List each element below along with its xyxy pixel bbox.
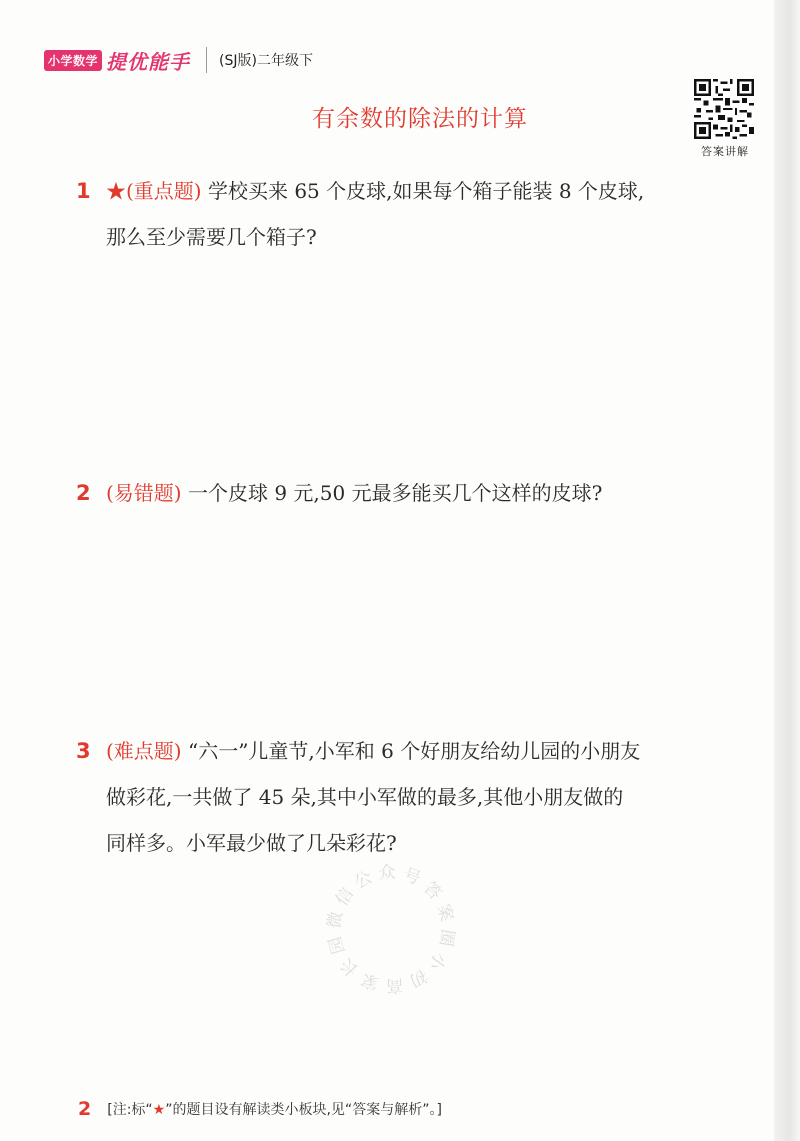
question-number: 1 xyxy=(76,179,91,203)
watermark-char: 高 xyxy=(385,974,404,996)
question-tag: (易错题) xyxy=(106,481,182,505)
header-divider xyxy=(206,47,207,73)
page-edge-shadow xyxy=(774,0,800,1141)
question-body xyxy=(106,728,776,866)
question-line xyxy=(106,728,776,774)
watermark-char: 圈 xyxy=(435,927,458,948)
question-text: “六一”儿童节,小军和 6 个好朋友给幼儿园的小朋友 xyxy=(187,739,641,763)
watermark-char: 众 xyxy=(378,862,397,884)
question-body xyxy=(106,168,776,260)
question-line: 那么至少需要几个箱子? xyxy=(106,225,317,249)
watermark-char: 家 xyxy=(358,968,382,994)
qr-block[interactable] xyxy=(694,79,756,159)
watermark-char: 信 xyxy=(331,884,359,910)
question-text: 学校买来 65 个皮球,如果每个箱子能装 8 个皮球, xyxy=(207,179,645,203)
page-number: 2 xyxy=(78,1098,92,1120)
question-text: 一个皮球 9 元,50 元最多能买几个这样的皮球? xyxy=(187,481,603,505)
question-2 xyxy=(76,470,776,516)
question-3 xyxy=(76,728,776,866)
footer-note-text: [注:标“ xyxy=(107,1102,153,1118)
watermark-stamp xyxy=(316,854,466,1004)
brand-small-label: 小学数学 xyxy=(44,50,102,71)
footer xyxy=(78,1098,442,1120)
brand-logo-text: 提优能手 xyxy=(106,49,191,74)
question-1 xyxy=(76,168,776,260)
watermark-char: 园 xyxy=(325,934,350,957)
edition-label: (SJ版)二年级下 xyxy=(219,53,313,69)
watermark-char: 答 xyxy=(419,878,446,905)
question-body xyxy=(106,470,776,516)
watermark-char: 微 xyxy=(324,910,347,931)
star-icon: ★ xyxy=(106,179,126,203)
question-number: 2 xyxy=(76,481,91,505)
watermark-char: 公 xyxy=(351,867,376,894)
watermark-char: 长 xyxy=(336,953,363,980)
question-line xyxy=(106,470,776,516)
question-tag: (重点题) xyxy=(126,179,202,203)
watermark-char: 小 xyxy=(423,948,451,974)
footer-note xyxy=(107,1099,442,1119)
qr-caption: 答案讲解 xyxy=(701,145,749,158)
header xyxy=(44,44,313,76)
watermark-char: 案 xyxy=(432,901,457,924)
star-icon: ★ xyxy=(152,1102,166,1118)
question-tag: (难点题) xyxy=(106,739,182,763)
question-number: 3 xyxy=(76,739,91,763)
watermark-char: 号 xyxy=(400,864,424,890)
page-title: 有余数的除法的计算 xyxy=(312,106,528,132)
footer-note-text: ”的题目设有解读类小板块,见“答案与解析”。] xyxy=(165,1102,442,1118)
question-line: 同样多。小军最少做了几朵彩花? xyxy=(106,831,397,855)
question-line: 做彩花,一共做了 45 朵,其中小军做的最多,其他小朋友做的 xyxy=(106,785,624,809)
watermark-char: 初 xyxy=(406,964,431,991)
qr-code-icon[interactable] xyxy=(694,79,754,139)
question-line xyxy=(106,168,776,214)
